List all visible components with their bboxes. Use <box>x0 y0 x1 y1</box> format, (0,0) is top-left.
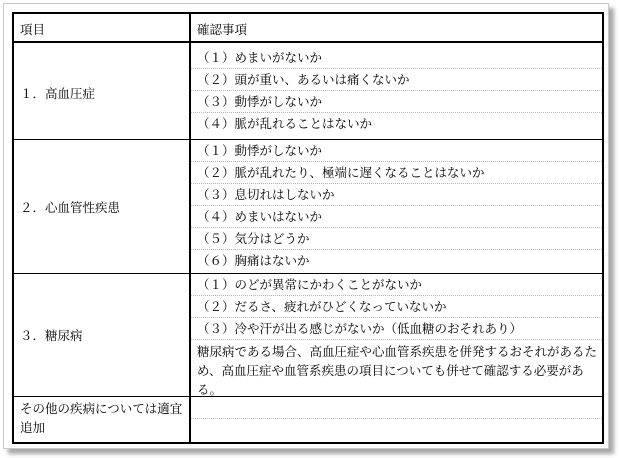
check-item: （１）めまいがないか <box>191 47 602 69</box>
check-item: （２）脈が乱れたり、極端に遅くなることはないか <box>191 162 602 184</box>
table-row-hypertension <box>14 43 602 140</box>
check-item: （６）胸痛はないか <box>197 253 310 268</box>
header-item: 項目 <box>20 22 46 37</box>
blank-line <box>191 418 602 419</box>
table-header-row <box>14 14 602 43</box>
diabetes-note: 糖尿病である場合、高血圧症や心血管系疾患を併発するおそれがあるため、高血圧症や血管系疾患の項目についても併せて確認する必要がある。 <box>197 344 598 397</box>
check-item: （３）冷や汗が出る感じがないか（低血糖のおそれあり） <box>191 318 602 340</box>
check-item: （５）気分はどうか <box>191 228 602 250</box>
row-label: その他の疾病については適宜追加 <box>20 401 183 435</box>
check-item: （２）頭が重い、あるいは痛くないか <box>191 69 602 91</box>
check-item: （１）動悸がしないか <box>191 140 602 162</box>
table-row-cardiovascular <box>14 140 602 274</box>
check-item: （１）のどが異常にかわくことがないか <box>191 274 602 296</box>
check-item: （３）動悸がしないか <box>191 91 602 113</box>
table-row-diabetes <box>14 274 602 397</box>
row-label: ２．心血管性疾患 <box>20 200 121 215</box>
check-item: （４）めまいはないか <box>191 206 602 228</box>
check-item: （２）だるさ、疲れがひどくなっていないか <box>191 296 602 318</box>
row-label: ３．糖尿病 <box>20 328 83 343</box>
check-item: （３）息切れはしないか <box>191 184 602 206</box>
table-row-other <box>14 397 602 442</box>
check-item: （４）脈が乱れることはないか <box>197 116 373 131</box>
document-frame <box>3 3 609 449</box>
checklist-table <box>12 12 604 444</box>
row-label: １．高血圧症 <box>20 86 96 101</box>
header-check: 確認事項 <box>197 22 248 37</box>
